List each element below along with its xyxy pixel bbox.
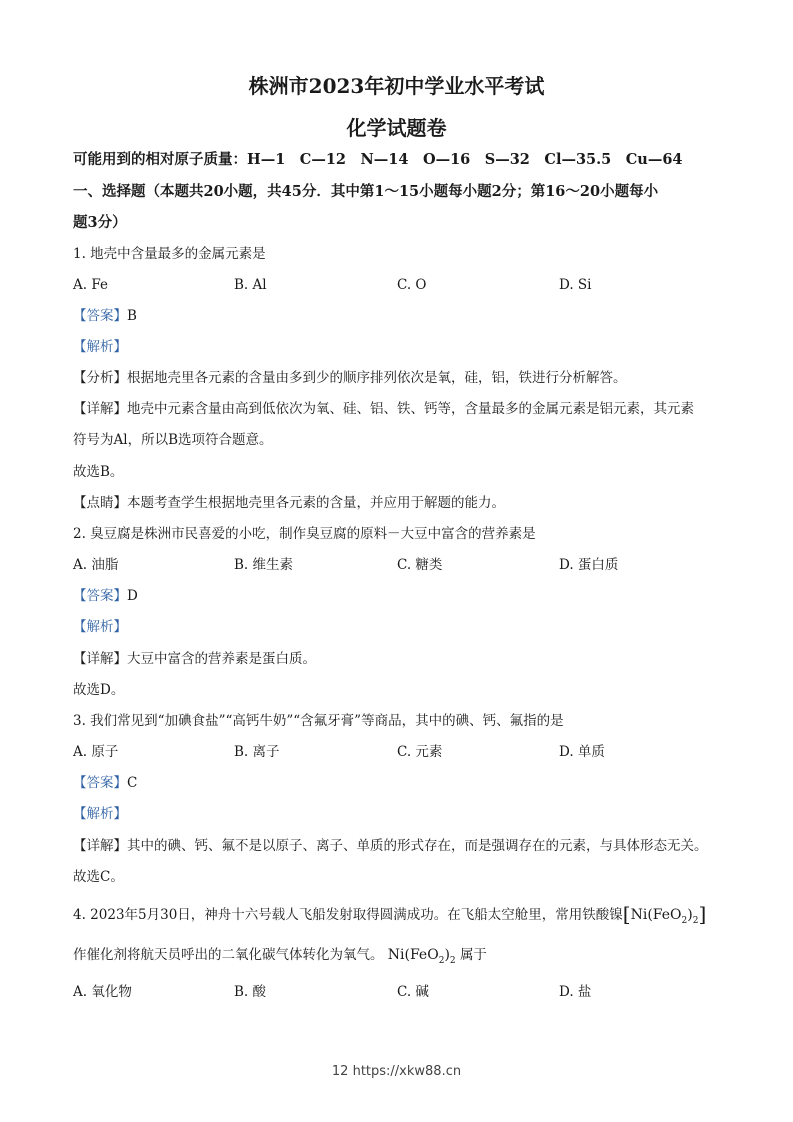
question-3-option-d: D. 单质 xyxy=(559,744,605,760)
question-2-conclusion: 故选D。 xyxy=(73,682,125,698)
answer-value: C xyxy=(127,775,138,791)
question-3-analysis-tag: 【解析】 xyxy=(73,806,127,822)
question-4-stem-cont xyxy=(73,946,733,970)
formula-subscript-2: 2 xyxy=(449,956,456,966)
question-4-stem xyxy=(73,902,733,930)
xiangjie-text: 其中的碘、钙、氟不是以原子、离子、单质的形式存在，而是强调存在的元素，与具体形态无关。 xyxy=(127,838,708,854)
question-1-option-c: C. O xyxy=(397,277,427,293)
question-2-option-a: A. 油脂 xyxy=(73,557,119,573)
answer-value: B xyxy=(127,308,137,324)
section-heading-line-2: 题3分） xyxy=(73,214,127,231)
question-1-option-a: A. Fe xyxy=(73,277,108,293)
question-1-xiangjie-cont: 符号为Al，所以B选项符合题意。 xyxy=(73,432,273,448)
answer-value: D xyxy=(127,588,138,604)
question-4-stem-text: 4. 2023年5月30日，神舟十六号载人飞船发射取得圆满成功。在飞船太空舱里，常用铁酸镍 xyxy=(73,907,623,923)
dianjing-text: 本题考查学生根据地壳里各元素的含量，并应用于解题的能力。 xyxy=(127,495,505,511)
formula-main: Ni(FeO xyxy=(387,947,439,963)
page-subtitle: 化学试题卷 xyxy=(346,116,447,140)
question-3-option-a: A. 原子 xyxy=(73,744,119,760)
formula-subscript: 2 xyxy=(438,956,445,966)
question-2-option-c: C. 糖类 xyxy=(397,557,443,573)
question-1-dianjing xyxy=(73,494,733,512)
question-4-stem-text-2: 作催化剂将航天员呼出的二氧化碳气体转化为氧气。 xyxy=(73,947,384,963)
atomic-mass-line: 可能用到的相对原子质量：H—1 C—12 N—14 O—16 S—32 Cl—35.5 Cu—64 xyxy=(73,151,683,168)
xiangjie-text: 地壳中元素含量由高到低依次为氧、硅、铝、铁、钙等，含量最多的金属元素是铝元素，其元素 xyxy=(127,401,694,417)
xiangjie-tag: 【详解】 xyxy=(73,838,127,854)
formula-main: Ni(FeO xyxy=(630,907,682,923)
question-1-conclusion: 故选B。 xyxy=(73,464,124,480)
question-2-xiangjie xyxy=(73,650,733,668)
question-3-option-c: C. 元素 xyxy=(397,744,443,760)
formula-close-paren: ) xyxy=(687,907,693,923)
question-1-option-b: B. Al xyxy=(234,277,267,293)
question-2-analysis-tag: 【解析】 xyxy=(73,619,127,635)
question-1-fenxi xyxy=(73,369,733,387)
formula-bracket-open: [ xyxy=(622,902,631,926)
answer-tag: 【答案】 xyxy=(73,308,127,324)
question-3-conclusion: 故选C。 xyxy=(73,869,124,885)
fenxi-text: 根据地壳里各元素的含量由多到少的顺序排列依次是氧，硅，铝，铁进行分析解答。 xyxy=(127,370,627,386)
question-2-option-d: D. 蛋白质 xyxy=(559,557,619,573)
page-title: 株洲市2023年初中学业水平考试 xyxy=(248,74,545,98)
section-heading-line-1: 一、选择题（本题共20小题，共45分．其中第1～15小题每小题2分；第16～20小题每小 xyxy=(73,183,659,200)
question-4-option-b: B. 酸 xyxy=(234,984,267,1000)
formula-close-paren: ) xyxy=(444,947,450,963)
answer-tag: 【答案】 xyxy=(73,775,127,791)
chemical-formula xyxy=(622,902,707,926)
question-2-answer xyxy=(73,587,733,605)
question-3-xiangjie xyxy=(73,837,733,855)
question-1-answer xyxy=(73,307,733,325)
formula-subscript: 2 xyxy=(681,916,688,926)
fenxi-tag: 【分析】 xyxy=(73,370,127,386)
question-1-analysis-tag: 【解析】 xyxy=(73,339,127,355)
formula-subscript-2: 2 xyxy=(692,916,699,926)
question-1-stem: 1. 地壳中含量最多的金属元素是 xyxy=(73,246,266,262)
dianjing-tag: 【点睛】 xyxy=(73,495,127,511)
question-1-option-d: D. Si xyxy=(559,277,592,293)
question-4-option-c: C. 碱 xyxy=(397,984,429,1000)
formula-bracket-close: ] xyxy=(698,902,707,926)
question-1-xiangjie xyxy=(73,400,733,418)
question-3-stem: 3. 我们常见到“加碘食盐”“高钙牛奶”“含氟牙膏”等商品，其中的碘、钙、氟指的是 xyxy=(73,713,564,729)
answer-tag: 【答案】 xyxy=(73,588,127,604)
question-3-answer xyxy=(73,774,733,792)
question-3-option-b: B. 离子 xyxy=(234,744,280,760)
xiangjie-tag: 【详解】 xyxy=(73,651,127,667)
chemical-formula-inline xyxy=(387,947,456,966)
question-2-option-b: B. 维生素 xyxy=(234,557,294,573)
xiangjie-tag: 【详解】 xyxy=(73,401,127,417)
xiangjie-text: 大豆中富含的营养素是蛋白质。 xyxy=(127,651,316,667)
page-footer: 12 https://xkw88.cn xyxy=(331,1064,462,1079)
question-2-stem: 2. 臭豆腐是株洲市民喜爱的小吃，制作臭豆腐的原料－大豆中富含的营养素是 xyxy=(73,526,536,542)
question-4-option-d: D. 盐 xyxy=(559,984,592,1000)
question-4-stem-text-3: 属于 xyxy=(459,947,487,963)
question-4-option-a: A. 氧化物 xyxy=(73,984,132,1000)
